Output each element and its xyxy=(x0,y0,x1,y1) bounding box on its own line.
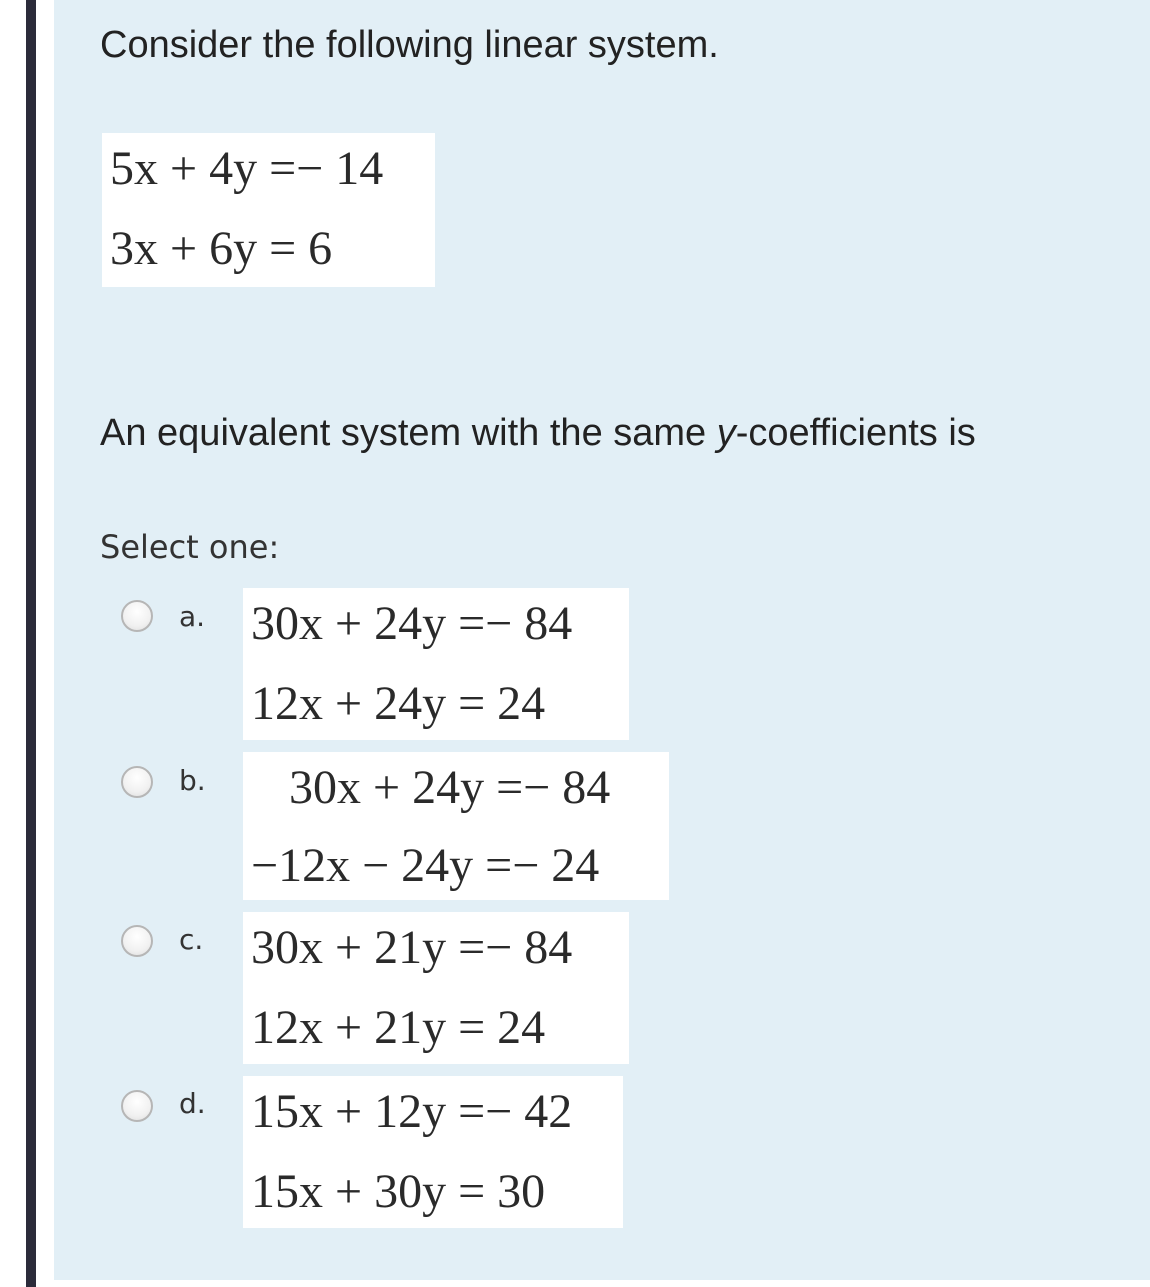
option-a-radio[interactable] xyxy=(121,600,153,632)
linear-system xyxy=(102,133,435,287)
prompt-text-before: An equivalent system with the same xyxy=(100,412,717,454)
option-a-equations[interactable] xyxy=(243,588,629,740)
question-intro: Consider the following linear system. xyxy=(100,24,719,66)
option-b-equation-1: 30x + 24y =− 84 xyxy=(289,761,611,814)
system-equation-2: 3x + 6y = 6 xyxy=(110,222,333,275)
option-c-equation-1: 30x + 21y =− 84 xyxy=(251,921,573,974)
select-one-label: Select one: xyxy=(100,528,280,566)
option-d-equation-1: 15x + 12y =− 42 xyxy=(251,1085,573,1138)
system-equation-1: 5x + 4y =− 14 xyxy=(110,142,384,195)
option-d-equation-2: 15x + 30y = 30 xyxy=(251,1165,546,1218)
option-a-letter: a. xyxy=(179,600,206,633)
option-a-equation-2: 12x + 24y = 24 xyxy=(251,677,546,730)
question-prompt xyxy=(100,412,976,455)
option-b-letter: b. xyxy=(179,764,206,797)
option-d-letter: d. xyxy=(179,1087,206,1120)
left-border-bar xyxy=(26,0,36,1287)
option-b-equation-2: −12x − 24y =− 24 xyxy=(251,839,600,892)
option-a-equation-1: 30x + 24y =− 84 xyxy=(251,597,573,650)
option-c-radio[interactable] xyxy=(121,925,153,957)
option-d-equations[interactable] xyxy=(243,1076,623,1228)
option-c-letter: c. xyxy=(179,923,204,956)
prompt-variable: y xyxy=(716,412,736,454)
prompt-text-after: -coefficients is xyxy=(735,412,976,454)
option-b-equations[interactable] xyxy=(243,752,669,900)
option-c-equations[interactable] xyxy=(243,912,629,1064)
option-c-equation-2: 12x + 21y = 24 xyxy=(251,1001,546,1054)
option-b-radio[interactable] xyxy=(121,766,153,798)
option-d-radio[interactable] xyxy=(121,1090,153,1122)
